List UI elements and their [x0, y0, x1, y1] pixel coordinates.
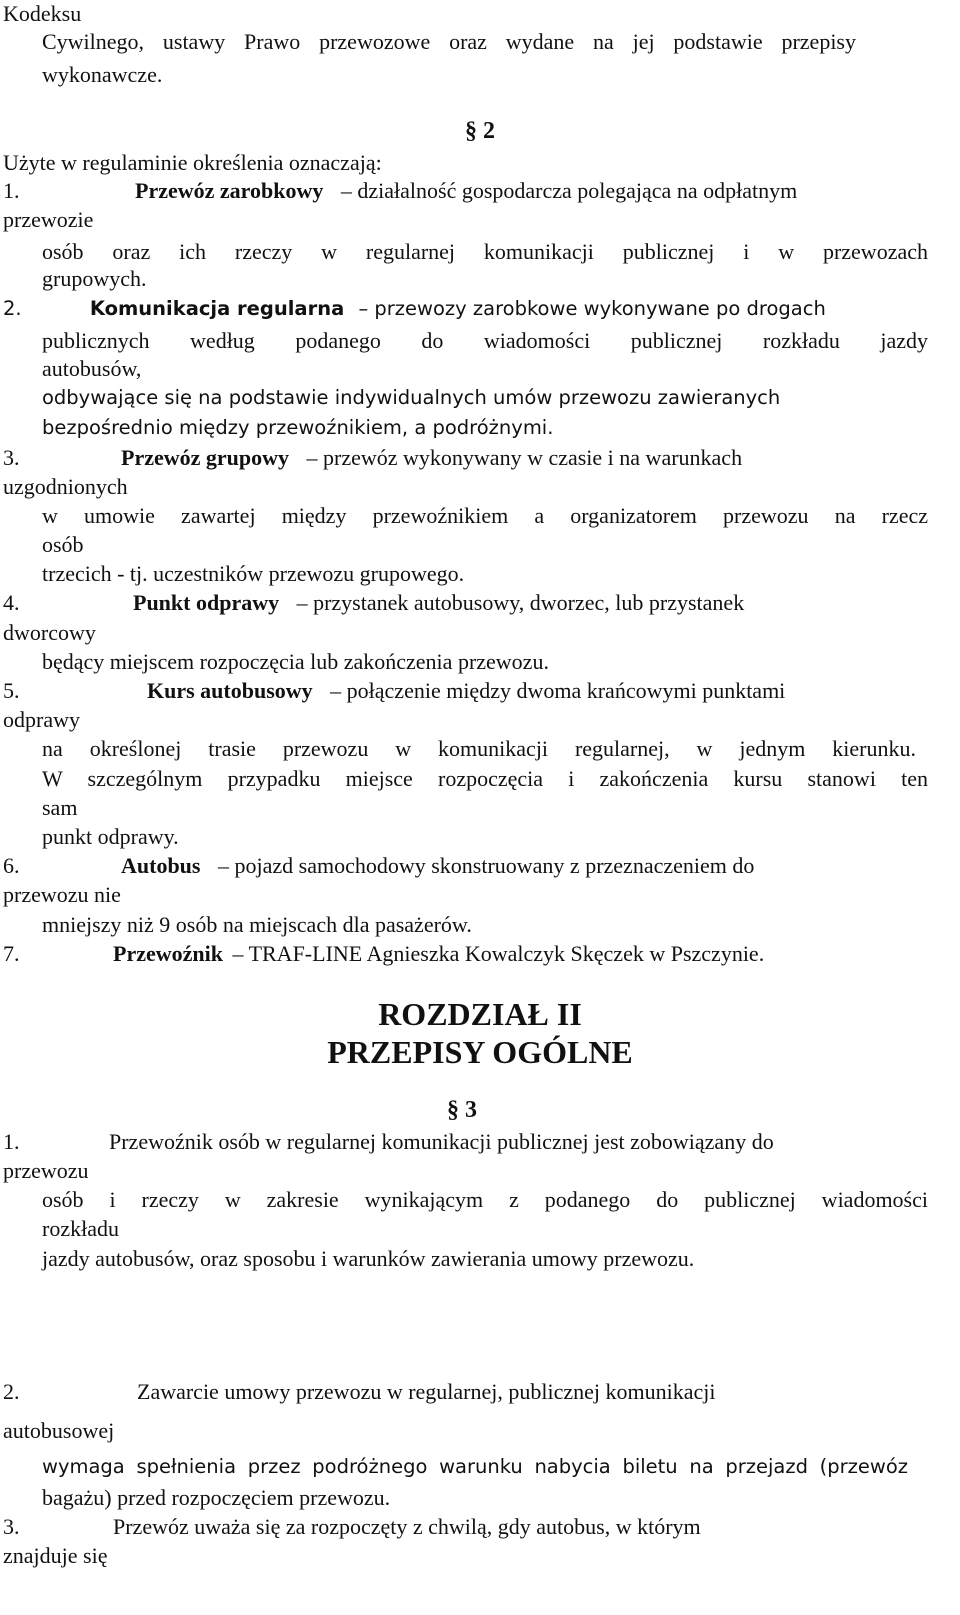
point-3-cont-1: znajduje się	[3, 1543, 108, 1568]
definition-2	[3, 295, 923, 323]
definition-5-cont-1: odprawy	[3, 707, 80, 732]
definition-6-cont-2: mniejszy niż 9 osób na miejscach dla pasażerów.	[42, 912, 472, 937]
definition-4-cont-2: będący miejscem rozpoczęcia lub zakończenia przewozu.	[42, 649, 549, 674]
definition-1-cont-1: przewozie	[3, 207, 94, 232]
definition-text: – przewóz wykonywany w czasie i na warunkach	[306, 445, 743, 470]
definition-5-cont-3: W szczególnym przypadku miejsce rozpoczęcia i zakończenia kursu stanowi ten	[42, 766, 928, 791]
definition-5	[3, 677, 923, 705]
definition-number: 5.	[3, 678, 20, 703]
point-text: Przewóz uważa się za rozpoczęty z chwilą, gdy autobus, w którym	[113, 1514, 701, 1539]
point-1-cont-3: rozkładu	[42, 1216, 119, 1241]
definition-number: 1.	[3, 178, 20, 203]
definition-6-cont-1: przewozu nie	[3, 882, 121, 907]
definition-text: – działalność gospodarcza polegająca na odpłatnym	[340, 178, 798, 203]
chapter-title: ROZDZIAŁ II	[378, 996, 582, 1032]
definition-5-cont-2: na określonej trasie przewozu w komunikacji regularnej, w jednym kierunku.	[42, 736, 916, 761]
intro-line-2: Cywilnego, ustawy Prawo przewozowe oraz wydane na jej podstawie przepisy	[42, 29, 856, 54]
point-text: Przewoźnik osób w regularnej komunikacji publicznej jest zobowiązany do	[109, 1129, 774, 1154]
definition-text: – TRAF-LINE Agnieszka Kowalczyk Skęczek w Pszczynie.	[232, 941, 765, 966]
definition-number: 7.	[3, 941, 20, 966]
definition-term: Przewoźnik	[113, 941, 223, 966]
definition-text: – pojazd samochodowy skonstruowany z przeznaczeniem do	[217, 853, 755, 878]
definition-term: Przewóz zarobkowy	[135, 178, 324, 203]
point-2	[3, 1378, 923, 1406]
definition-number: 4.	[3, 590, 20, 615]
definition-3-cont-3: osób	[42, 532, 84, 557]
point-1-cont-2: osób i rzeczy w zakresie wynikającym z podanego do publicznej wiadomości	[42, 1187, 928, 1212]
intro-line-3: wykonawcze.	[42, 62, 163, 87]
point-2-cont-2: wymaga spełnienia przez podróżnego warunku nabycia biletu na przejazd (przewóz	[42, 1455, 908, 1478]
definition-5-cont-5: punkt odprawy.	[42, 824, 179, 849]
point-number: 1.	[3, 1129, 20, 1154]
definition-2-cont-4: bezpośrednio między przewoźnikiem, a podróżnymi.	[42, 416, 554, 439]
definition-2-cont-1: publicznych według podanego do wiadomości publicznej rozkładu jazdy	[42, 328, 928, 353]
point-1	[3, 1128, 933, 1156]
definition-4	[3, 589, 923, 617]
definition-number: 2.	[3, 297, 22, 320]
definition-2-cont-2: autobusów,	[42, 356, 142, 381]
definition-4-cont-1: dworcowy	[3, 620, 96, 645]
point-number: 2.	[3, 1379, 20, 1404]
definition-text: – przewozy zarobkowe wykonywane po drogach	[358, 297, 826, 320]
point-1-cont-1: przewozu	[3, 1158, 89, 1183]
definition-3-cont-1: uzgodnionych	[3, 474, 128, 499]
definition-term: Przewóz grupowy	[121, 445, 290, 470]
point-1-cont-4: jazdy autobusów, oraz sposobu i warunków zawierania umowy przewozu.	[42, 1246, 695, 1271]
point-number: 3.	[3, 1514, 20, 1539]
definition-text: – przystanek autobusowy, dworzec, lub przystanek	[296, 590, 745, 615]
definition-3-cont-2: w umowie zawartej między przewoźnikiem a organizatorem przewozu na rzecz	[42, 503, 928, 528]
definition-1-cont-3: grupowych.	[42, 266, 147, 291]
definition-1	[3, 177, 923, 205]
definition-term: Kurs autobusowy	[147, 678, 313, 703]
definition-6	[3, 852, 923, 880]
point-2-cont-1: autobusowej	[3, 1418, 115, 1443]
paragraph-sign-2: § 2	[465, 118, 495, 144]
definition-term: Autobus	[121, 853, 201, 878]
definition-number: 6.	[3, 853, 20, 878]
paragraph-sign-3: § 3	[447, 1097, 477, 1123]
definition-7	[3, 940, 923, 968]
definition-3	[3, 444, 923, 472]
definition-5-cont-4: sam	[42, 795, 78, 820]
definitions-lead: Użyte w regulaminie określenia oznaczają:	[3, 150, 382, 175]
point-text: Zawarcie umowy przewozu w regularnej, publicznej komunikacji	[137, 1379, 716, 1404]
definition-term: Komunikacja regularna	[89, 297, 345, 320]
chapter-subtitle: PRZEPISY OGÓLNE	[327, 1034, 633, 1070]
point-3	[3, 1513, 923, 1541]
definition-number: 3.	[3, 445, 20, 470]
point-2-cont-3: bagażu) przed rozpoczęciem przewozu.	[42, 1485, 391, 1510]
definition-3-cont-4: trzecich - tj. uczestników przewozu grupowego.	[42, 561, 465, 586]
definition-1-cont-2: osób oraz ich rzeczy w regularnej komunikacji publicznej i w przewozach	[42, 239, 928, 264]
definition-2-cont-3: odbywające się na podstawie indywidualnych umów przewozu zawieranych	[42, 386, 781, 409]
intro-line-1: Kodeksu	[3, 1, 82, 26]
definition-term: Punkt odprawy	[133, 590, 280, 615]
definition-text: – połączenie między dwoma krańcowymi punktami	[330, 678, 786, 703]
